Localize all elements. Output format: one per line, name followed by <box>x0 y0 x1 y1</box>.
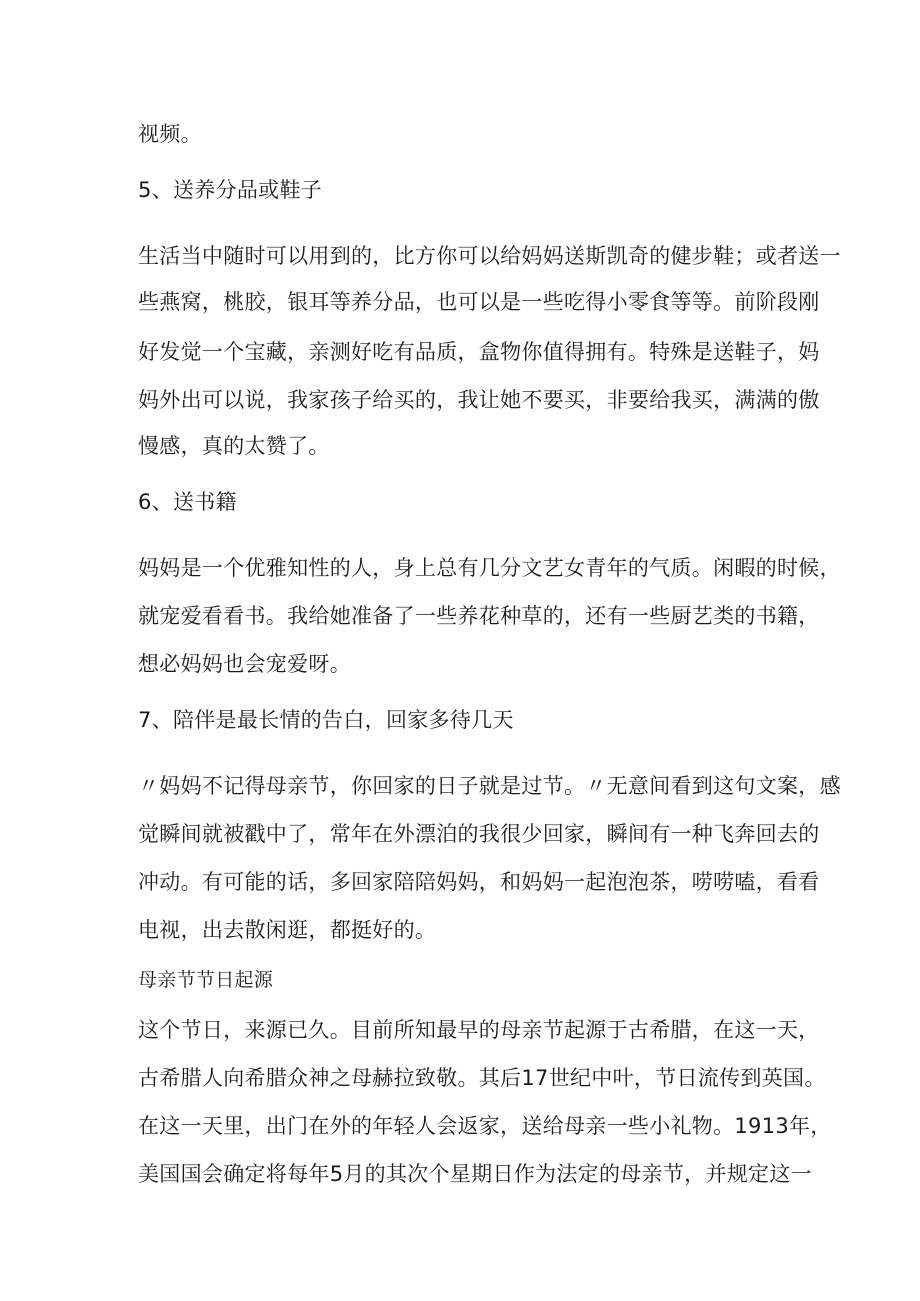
paragraph-line: 觉瞬间就被戳中了，常年在外漂泊的我很少回家，瞬间有一种飞奔回去的 <box>138 822 820 846</box>
paragraph-line: 这个节日，来源已久。目前所知最早的母亲节起源于古希腊，在这一天， <box>138 1018 820 1042</box>
paragraph-line: 电视，出去散闲逛，都挺好的。 <box>138 918 437 942</box>
paragraph-line: 妈妈是一个优雅知性的人，身上总有几分文艺女青年的气质。闲暇的时候， <box>138 556 841 580</box>
section-heading-7: 7、陪伴是最长情的告白，回家多待几天 <box>138 708 514 732</box>
section-heading-6: 6、送书籍 <box>138 490 237 514</box>
paragraph-line: 生活当中随时可以用到的，比方你可以给妈妈送斯凯奇的健步鞋；或者送一 <box>138 244 841 268</box>
paragraph-line: 妈外出可以说，我家孩子给买的，我让她不要买，非要给我买，满满的傲 <box>138 388 820 412</box>
paragraph-line: 些燕窝，桃胶，银耳等养分品，也可以是一些吃得小零食等等。前阶段刚 <box>138 290 820 314</box>
paragraph-line: 冲动。有可能的话，多回家陪陪妈妈，和妈妈一起泡泡茶，唠唠嗑，看看 <box>138 870 820 894</box>
paragraph-line: 古希腊人向希腊众神之母赫拉致敬。其后17世纪中叶，节日流传到英国。 <box>138 1066 826 1090</box>
paragraph-line: 就宠爱看看书。我给她准备了一些养花种草的，还有一些厨艺类的书籍， <box>138 604 820 628</box>
section-heading-5: 5、送养分品或鞋子 <box>138 178 323 202</box>
section-heading-origin: 母亲节节日起源 <box>138 969 274 991</box>
paragraph-line: 慢感，真的太赞了。 <box>138 434 330 458</box>
paragraph-line: 美国国会确定将每年5月的其次个星期日作为法定的母亲节，并规定这一 <box>138 1162 812 1186</box>
paragraph-line: 想必妈妈也会宠爱呀。 <box>138 652 351 676</box>
paragraph-line: 在这一天里，出门在外的年轻人会返家，送给母亲一些小礼物。1913年， <box>138 1114 832 1138</box>
paragraph-line: 〃妈妈不记得母亲节，你回家的日子就是过节。〃无意间看到这句文案，感 <box>138 774 841 798</box>
paragraph-line: 好发觉一个宝藏，亲测好吃有品质，盒物你值得拥有。特殊是送鞋子，妈 <box>138 340 820 364</box>
paragraph-line: 视频。 <box>138 122 202 146</box>
